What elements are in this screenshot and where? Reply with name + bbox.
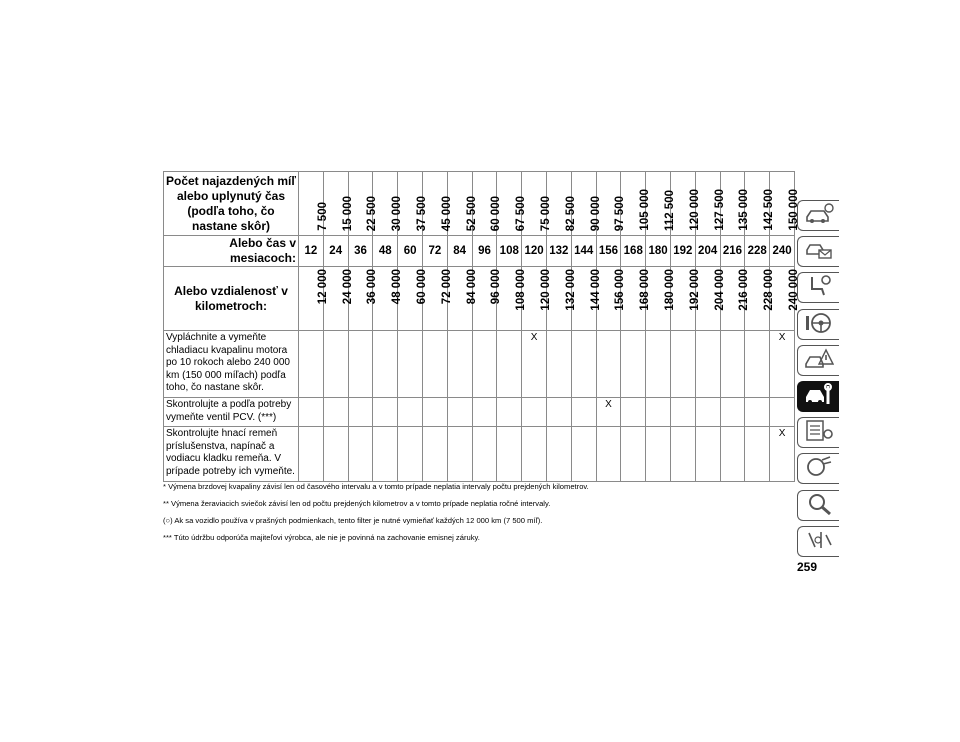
km-interval-cell [422, 267, 453, 331]
km-interval-cell [373, 267, 404, 331]
months-interval-label: 204 [695, 236, 720, 267]
miles-interval-label: 15 000 [341, 195, 354, 231]
km-interval-cell [472, 267, 503, 331]
interval-mark [770, 397, 795, 426]
km-interval-cell [323, 267, 354, 331]
miles-interval-cell [571, 172, 602, 236]
interval-mark [546, 427, 571, 481]
km-interval-label: 168 000 [639, 269, 652, 311]
km-interval-label: 48 000 [391, 269, 404, 305]
footnote: (○) Ak sa vozidlo používa v prašných podmienkach, tento filter je nutné vymieňať každých 12 000 km (7 500 míľ). [163, 516, 543, 525]
interval-mark [546, 331, 571, 398]
interval-mark [373, 331, 398, 398]
miles-interval-label: 127 500 [713, 189, 726, 231]
task-description: Skontrolujte hnací remeň príslušenstva, napínač a vodiacu kladku remeňa. V prípade potreby ich vymeňte. [164, 427, 299, 481]
miles-interval-label: 97 500 [614, 195, 627, 231]
interval-mark [695, 397, 720, 426]
km-interval-cell [546, 267, 577, 331]
months-interval-label: 228 [745, 236, 770, 267]
miles-interval-label: 52 500 [465, 195, 478, 231]
interval-mark [646, 397, 671, 426]
miles-header: Počet najazdených míľ alebo uplynutý čas (podľa toho, čo nastane skôr) [164, 172, 299, 236]
miles-interval-label: 120 000 [688, 189, 701, 231]
miles-interval-cell [447, 172, 478, 236]
interval-mark [745, 427, 770, 481]
miles-interval-cell [596, 172, 627, 236]
miles-interval-label: 82 500 [564, 195, 577, 231]
interval-mark [472, 427, 497, 481]
km-interval-label: 240 000 [788, 269, 801, 311]
interval-mark [522, 397, 547, 426]
months-interval-label: 72 [422, 236, 447, 267]
miles-interval-cell [621, 172, 652, 236]
miles-interval-cell [522, 172, 553, 236]
miles-interval-label: 75 000 [540, 195, 553, 231]
section-tab[interactable] [797, 381, 839, 412]
interval-mark: X [596, 397, 621, 426]
interval-mark [447, 427, 472, 481]
maintenance-table [163, 171, 801, 482]
km-interval-label: 156 000 [614, 269, 627, 311]
miles-interval-label: 37 500 [416, 195, 429, 231]
interval-mark [422, 331, 447, 398]
interval-mark [670, 331, 695, 398]
interval-mark [497, 397, 522, 426]
miles-interval-cell [373, 172, 404, 236]
interval-mark [323, 397, 348, 426]
months-interval-label: 12 [299, 236, 324, 267]
interval-mark [323, 427, 348, 481]
interval-mark [373, 427, 398, 481]
months-interval-label: 84 [447, 236, 472, 267]
km-interval-label: 72 000 [440, 269, 453, 305]
steering-wheel-icon [804, 310, 834, 339]
interval-mark [398, 331, 423, 398]
table-row [164, 397, 795, 426]
km-interval-cell [571, 267, 602, 331]
interval-mark [596, 331, 621, 398]
km-interval-cell [398, 267, 429, 331]
table-row [164, 427, 795, 481]
km-interval-cell [646, 267, 677, 331]
section-tabs [797, 200, 841, 562]
miles-interval-cell [745, 172, 776, 236]
miles-interval-cell [646, 172, 677, 236]
km-interval-label: 204 000 [713, 269, 726, 311]
km-interval-label: 120 000 [540, 269, 553, 311]
months-interval-label: 156 [596, 236, 621, 267]
section-tab[interactable] [797, 417, 839, 448]
interval-mark [720, 427, 745, 481]
footnote: * Výmena brzdovej kvapaliny závisí len od časového intervalu a v tomto prípade neplatia intervaly počtu prejdených kilometrov. [163, 482, 589, 491]
months-interval-label: 36 [348, 236, 373, 267]
km-interval-label: 144 000 [589, 269, 602, 311]
km-interval-cell [596, 267, 627, 331]
section-tab[interactable] [797, 200, 839, 231]
interval-mark [646, 331, 671, 398]
interval-mark [670, 427, 695, 481]
task-description: Vypláchnite a vymeňte chladiacu kvapalinu motora po 10 rokoch alebo 240 000 km (150 000 míľach) podľa toho, čo nastane skôr. [164, 331, 299, 398]
interval-mark [522, 427, 547, 481]
interval-mark [546, 397, 571, 426]
km-header: Alebo vzdialenosť v kilometroch: [164, 267, 299, 331]
months-interval-label: 180 [646, 236, 671, 267]
months-interval-label: 216 [720, 236, 745, 267]
section-tab[interactable] [797, 236, 839, 267]
interval-mark [745, 331, 770, 398]
miles-interval-label: 112 500 [664, 190, 677, 231]
interval-mark [447, 397, 472, 426]
miles-interval-cell [670, 172, 701, 236]
months-interval-label: 96 [472, 236, 497, 267]
interval-mark [621, 331, 646, 398]
months-interval-label: 192 [670, 236, 695, 267]
interval-mark [571, 397, 596, 426]
miles-interval-cell [497, 172, 528, 236]
miles-interval-label: 7 500 [316, 202, 329, 231]
section-tab[interactable] [797, 490, 839, 521]
km-interval-label: 36 000 [366, 269, 379, 305]
page-number: 259 [797, 560, 818, 574]
km-interval-label: 24 000 [341, 269, 354, 305]
interval-mark [422, 427, 447, 481]
km-interval-cell [720, 267, 751, 331]
interval-mark [447, 331, 472, 398]
section-tab[interactable] [797, 526, 839, 557]
interval-mark [497, 331, 522, 398]
km-interval-label: 132 000 [564, 269, 577, 311]
interval-mark [646, 427, 671, 481]
interval-mark [472, 331, 497, 398]
language-index-icon [804, 527, 834, 556]
interval-mark [299, 331, 324, 398]
interval-mark [720, 397, 745, 426]
interval-mark [497, 427, 522, 481]
km-interval-label: 180 000 [664, 269, 677, 311]
miles-interval-label: 142 500 [763, 189, 776, 231]
miles-interval-cell [770, 172, 801, 236]
miles-interval-label: 60 000 [490, 195, 503, 231]
months-interval-label: 132 [546, 236, 571, 267]
miles-interval-cell [720, 172, 751, 236]
search-icon [804, 491, 834, 520]
km-interval-label: 96 000 [490, 269, 503, 305]
miles-interval-cell [695, 172, 726, 236]
interval-mark [398, 427, 423, 481]
car-wrench-icon [804, 382, 834, 411]
section-tab[interactable] [797, 453, 839, 484]
miles-interval-label: 105 000 [639, 189, 652, 231]
km-interval-cell [348, 267, 379, 331]
interval-mark [398, 397, 423, 426]
car-mail-icon [804, 237, 834, 266]
km-interval-label: 108 000 [515, 269, 528, 311]
months-interval-label: 108 [497, 236, 522, 267]
miles-interval-cell [299, 172, 329, 236]
km-interval-cell [447, 267, 478, 331]
km-interval-cell [745, 267, 776, 331]
specs-list-icon [804, 418, 834, 447]
interval-mark [323, 331, 348, 398]
interval-mark [348, 397, 373, 426]
months-interval-label: 168 [621, 236, 646, 267]
interval-mark [299, 427, 324, 481]
km-interval-cell [770, 267, 801, 331]
interval-mark: X [770, 331, 795, 398]
km-interval-cell [497, 267, 528, 331]
interval-mark [745, 397, 770, 426]
footnote: ** Výmena žeraviacich sviečok závisí len od počtu prejdených kilometrov a v tomto prípade neplatia ročné intervaly. [163, 499, 551, 508]
interval-mark [695, 427, 720, 481]
miles-interval-label: 135 000 [738, 189, 751, 231]
interval-mark [422, 397, 447, 426]
miles-interval-cell [348, 172, 379, 236]
interval-mark [670, 397, 695, 426]
car-info-icon [804, 201, 834, 230]
km-interval-cell [522, 267, 553, 331]
section-tab[interactable] [797, 272, 839, 303]
miles-interval-cell [422, 172, 453, 236]
interval-mark [571, 331, 596, 398]
footnote: *** Túto údržbu odporúča majiteľovi výrobca, ale nie je povinná na zachovanie emisnej záruky. [163, 533, 480, 542]
months-interval-label: 240 [770, 236, 795, 267]
km-interval-cell [670, 267, 701, 331]
seat-airbag-icon [804, 273, 834, 302]
km-interval-label: 84 000 [465, 269, 478, 305]
km-interval-label: 12 000 [316, 269, 329, 305]
interval-mark [596, 427, 621, 481]
interval-mark [720, 331, 745, 398]
footnotes [163, 482, 803, 550]
table-row [164, 331, 795, 398]
interval-mark [621, 427, 646, 481]
interval-mark [695, 331, 720, 398]
task-description: Skontrolujte a podľa potreby vymeňte ventil PCV. (***) [164, 397, 299, 426]
section-tab[interactable] [797, 345, 839, 376]
months-header: Alebo čas v mesiacoch: [164, 236, 299, 267]
km-interval-label: 228 000 [763, 269, 776, 311]
interval-mark [571, 427, 596, 481]
car-warning-icon [804, 346, 834, 375]
km-interval-cell [299, 267, 329, 331]
interval-mark [348, 331, 373, 398]
months-interval-label: 24 [323, 236, 348, 267]
interval-mark [348, 427, 373, 481]
interval-mark [472, 397, 497, 426]
section-tab[interactable] [797, 309, 839, 340]
months-interval-label: 60 [398, 236, 423, 267]
miles-interval-cell [472, 172, 503, 236]
miles-interval-label: 30 000 [391, 195, 404, 231]
km-interval-label: 192 000 [688, 269, 701, 311]
interval-mark [299, 397, 324, 426]
months-interval-label: 120 [522, 236, 547, 267]
km-interval-cell [621, 267, 652, 331]
miles-interval-cell [323, 172, 354, 236]
interval-mark: X [522, 331, 547, 398]
months-interval-label: 144 [571, 236, 596, 267]
km-interval-label: 60 000 [416, 269, 429, 305]
km-interval-label: 216 000 [738, 269, 751, 311]
miles-interval-cell [398, 172, 429, 236]
interval-mark: X [770, 427, 795, 481]
interval-mark [373, 397, 398, 426]
km-interval-cell [695, 267, 726, 331]
miles-interval-label: 150 000 [788, 189, 801, 231]
miles-interval-label: 90 000 [589, 195, 602, 231]
months-interval-label: 48 [373, 236, 398, 267]
miles-interval-label: 45 000 [440, 195, 453, 231]
miles-interval-label: 67 500 [515, 195, 528, 231]
miles-interval-label: 22 500 [366, 195, 379, 231]
interval-mark [621, 397, 646, 426]
multimedia-icon [804, 454, 834, 483]
miles-interval-cell [546, 172, 577, 236]
